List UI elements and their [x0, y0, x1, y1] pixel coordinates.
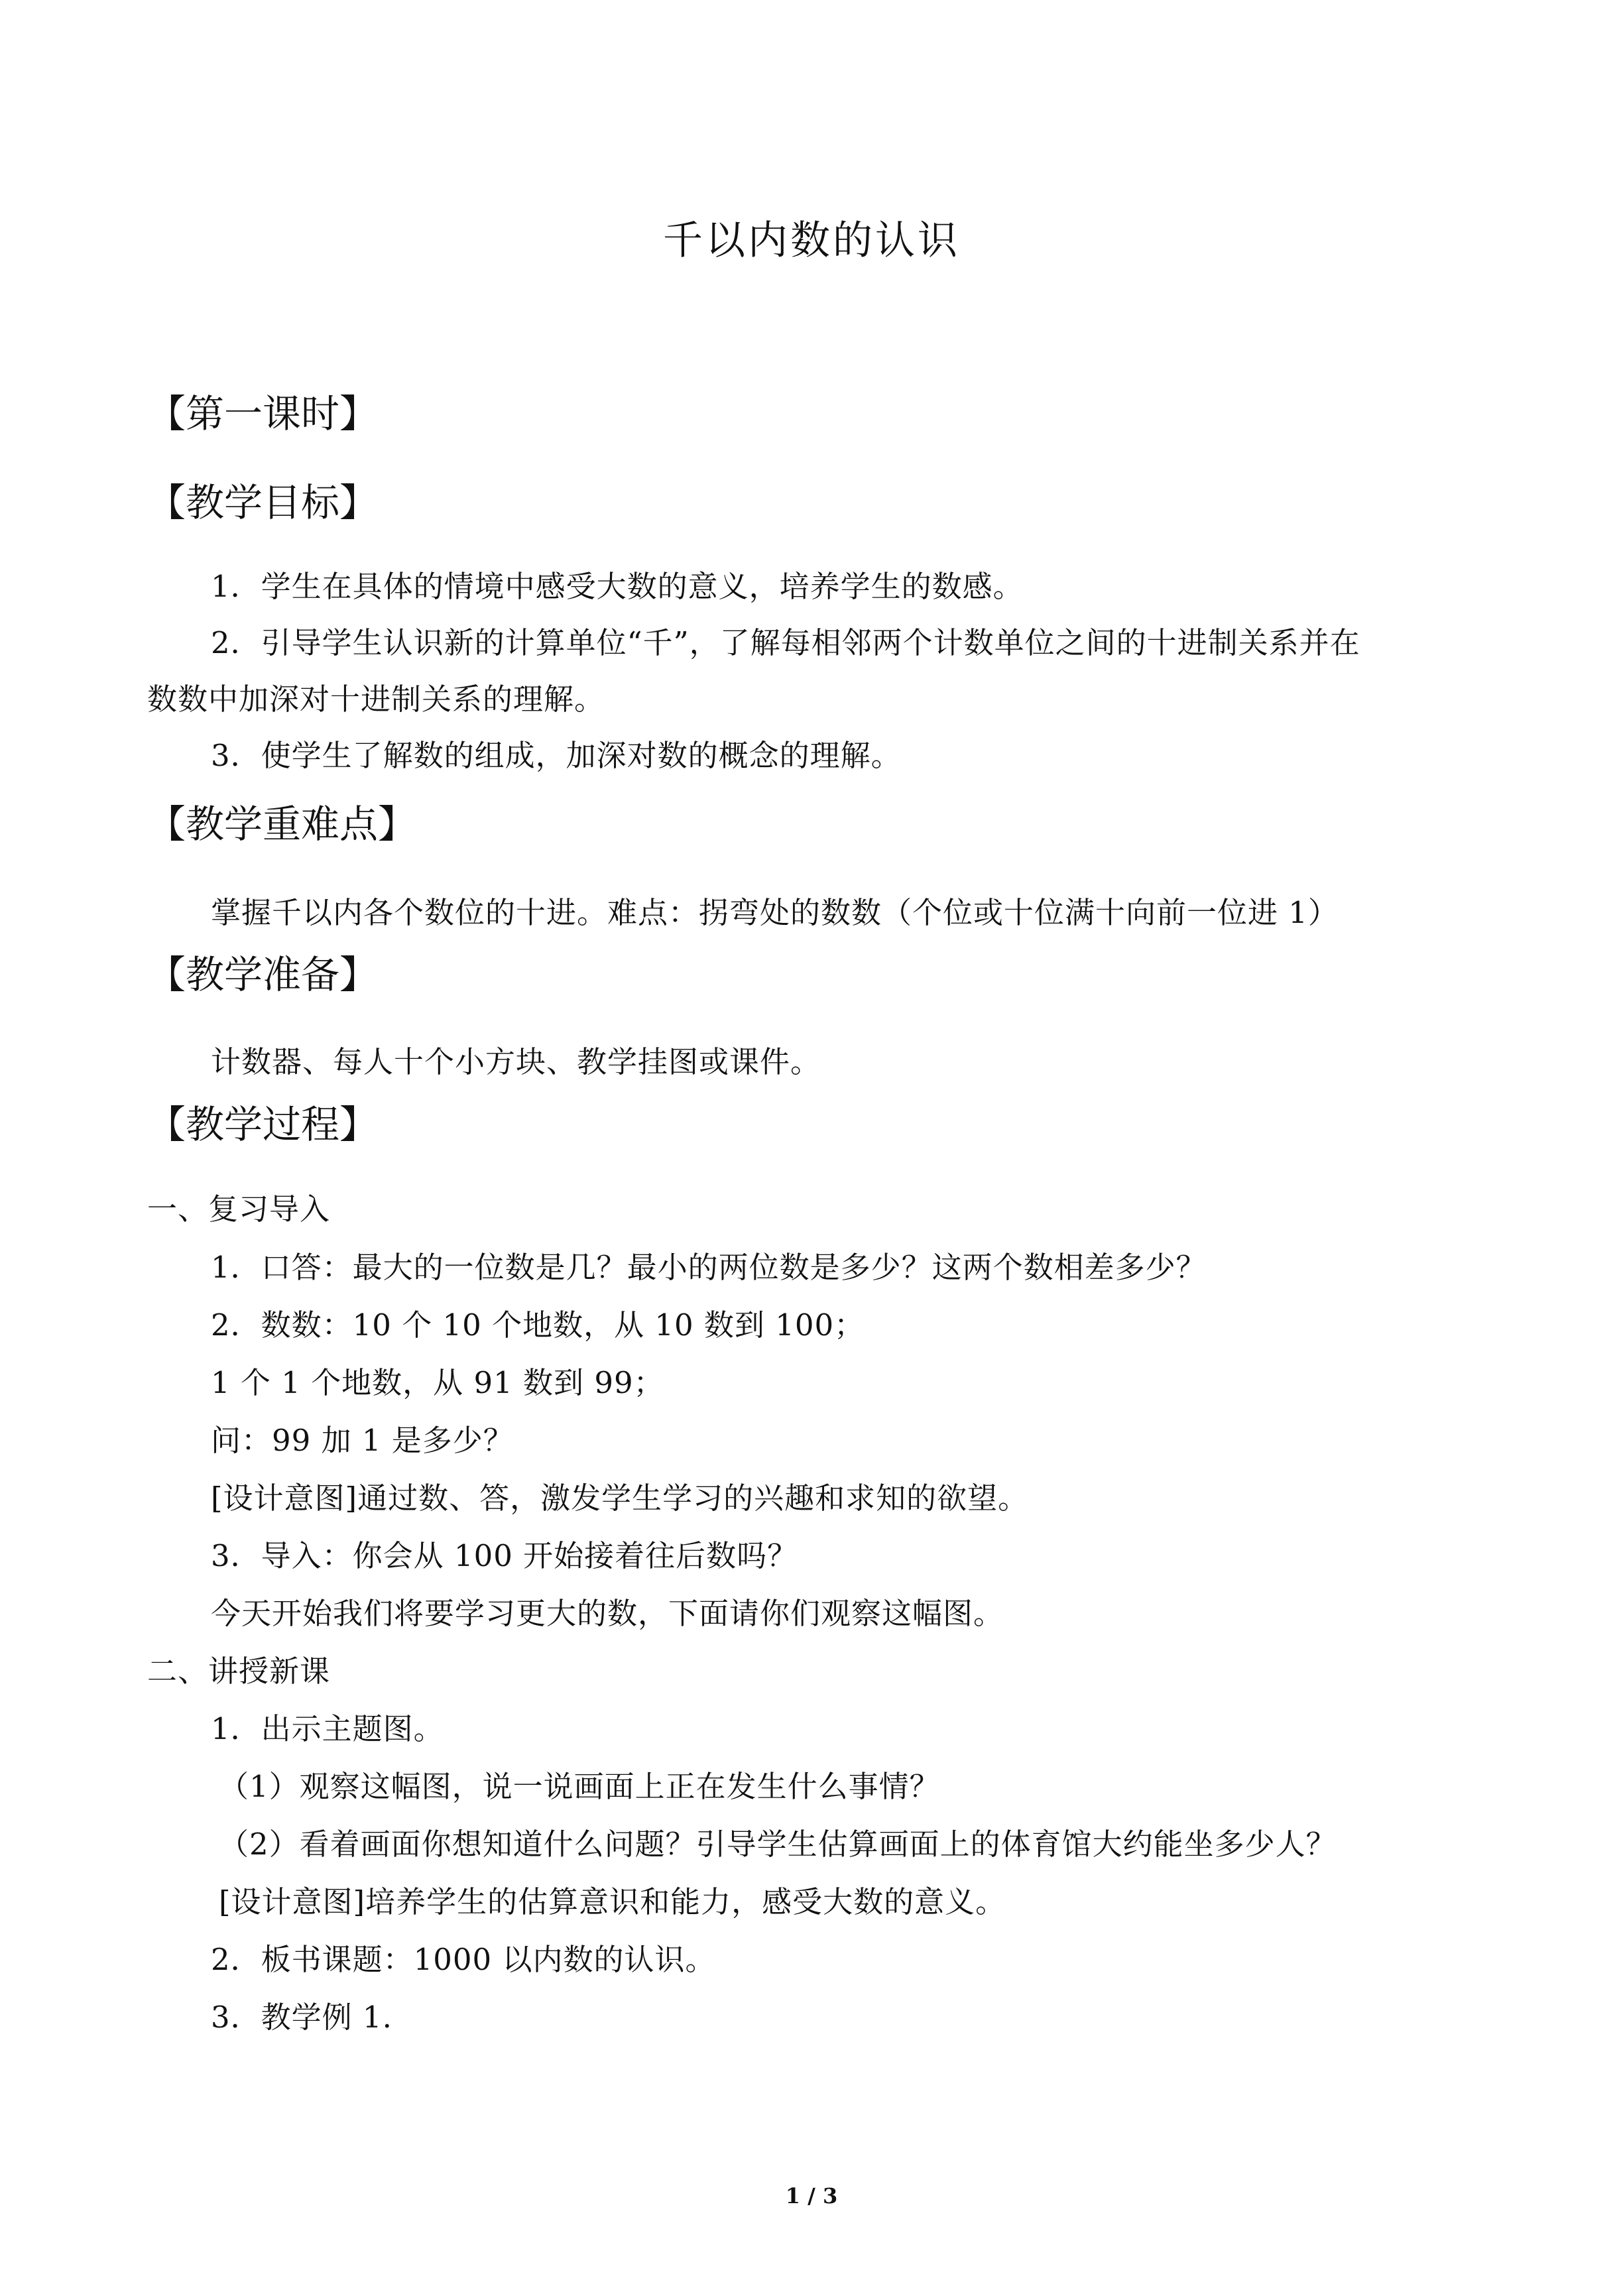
heading-objectives: 【教学目标】	[147, 480, 379, 525]
part2-title: 二、讲授新课	[147, 1654, 331, 1689]
part1-line: 3．导入：你会从 100 开始接着往后数吗？	[211, 1538, 798, 1573]
preparation-text: 计数器、每人十个小方块、教学挂图或课件。	[211, 1044, 821, 1079]
heading-key-points: 【教学重难点】	[147, 802, 417, 847]
part1-line: 今天开始我们将要学习更大的数，下面请你们观察这幅图。	[211, 1596, 1004, 1631]
heading-period: 【第一课时】	[147, 391, 379, 436]
heading-process: 【教学过程】	[147, 1102, 379, 1147]
objective-line: 3．使学生了解数的组成，加深对数的概念的理解。	[211, 738, 902, 773]
key-points-text: 掌握千以内各个数位的十进。难点：拐弯处的数数（个位或十位满十向前一位进 1）	[211, 895, 1339, 930]
part1-line: [设计意图]通过数、答，激发学生学习的兴趣和求知的欲望。	[211, 1480, 1029, 1516]
page-indicator: 1 / 3	[785, 2183, 838, 2208]
part1-line: 问：99 加 1 是多少？	[211, 1423, 514, 1458]
part1-line: 2．数数：10 个 10 个地数，从 10 数到 100；	[211, 1307, 865, 1343]
objective-line: 2．引导学生认识新的计算单位“千”，了解每相邻两个计数单位之间的十进制关系并在	[211, 625, 1360, 660]
part2-line: 3．教学例 1.	[211, 2000, 392, 2035]
part2-line: 1．出示主题图。	[211, 1711, 444, 1746]
objective-line: 1．学生在具体的情境中感受大数的意义，培养学生的数感。	[211, 569, 1024, 604]
document-title: 千以内数的认识	[663, 217, 960, 264]
heading-preparation: 【教学准备】	[147, 952, 379, 997]
part1-line: 1．口答：最大的一位数是几？最小的两位数是多少？这两个数相差多少？	[211, 1250, 1207, 1285]
objective-line: 数数中加深对十进制关系的理解。	[147, 682, 605, 717]
part1-title: 一、复习导入	[147, 1191, 331, 1227]
part2-line: （1）观察这幅图，说一说画面上正在发生什么事情？	[219, 1769, 940, 1804]
part2-line: （2）看着画面你想知道什么问题？引导学生估算画面上的体育馆大约能坐多少人？	[219, 1827, 1337, 1862]
part2-line: [设计意图]培养学生的估算意识和能力，感受大数的意义。	[219, 1884, 1006, 1919]
part1-line: 1 个 1 个地数，从 91 数到 99；	[211, 1365, 664, 1400]
part2-line: 2．板书课题：1000 以内数的认识。	[211, 1942, 716, 1977]
